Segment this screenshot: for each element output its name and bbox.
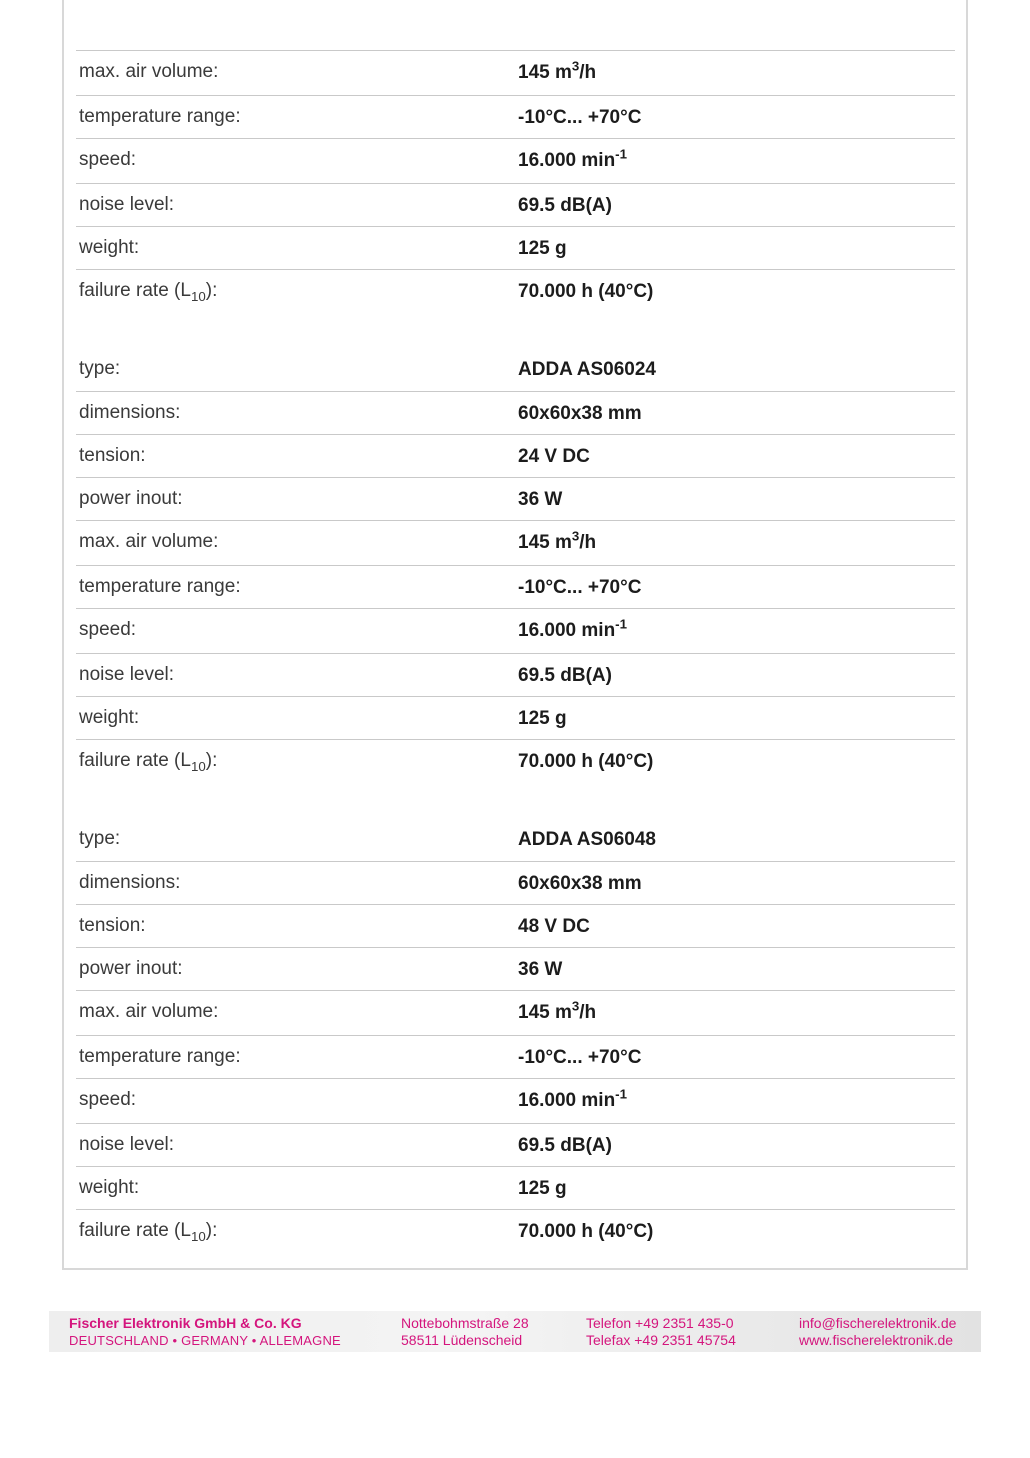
company-name: Fischer Elektronik GmbH & Co. KG bbox=[69, 1315, 302, 1331]
spec-row-failure-rate bbox=[76, 269, 955, 313]
spec-row-speed bbox=[76, 138, 955, 182]
spec-value: ADDA AS06024 bbox=[518, 359, 656, 380]
spec-value: 24 V DC bbox=[518, 446, 590, 467]
spec-label: max. air volume: bbox=[79, 61, 219, 82]
spec-label: temperature range: bbox=[79, 1046, 241, 1067]
spec-value: 145 $m^3/h$ bbox=[518, 58, 597, 83]
spec-value: 48 V DC bbox=[518, 916, 590, 937]
spec-row-noise bbox=[76, 183, 955, 227]
spec-label: failure rate $(L_{10})$: bbox=[79, 280, 218, 304]
spec-row-dimensions bbox=[76, 861, 955, 905]
spec-value: 36 W bbox=[518, 959, 563, 980]
footer-address-block bbox=[401, 1315, 529, 1349]
spec-row-air-volume bbox=[76, 990, 955, 1034]
spec-row-tension bbox=[76, 904, 955, 948]
spec-label: temperature range: bbox=[79, 106, 241, 127]
spec-value: 16.000 $\min^{-1}$ bbox=[518, 616, 627, 641]
spec-label: weight: bbox=[79, 707, 140, 728]
spec-label: speed: bbox=[79, 619, 137, 640]
spec-label: dimensions: bbox=[79, 872, 181, 893]
spec-row-weight bbox=[76, 696, 955, 740]
address-street: Nottebohmstraße 28 bbox=[401, 1315, 529, 1331]
spec-label: type: bbox=[79, 358, 121, 379]
page-footer bbox=[49, 1311, 981, 1352]
spec-value: 60x60x38 mm bbox=[518, 873, 642, 894]
spec-row-temperature bbox=[76, 95, 955, 139]
spec-row-power bbox=[76, 477, 955, 521]
spec-value: 16.000 $\min^{-1}$ bbox=[518, 146, 627, 171]
spec-label: noise level: bbox=[79, 664, 175, 685]
spec-label: power inout: bbox=[79, 488, 183, 509]
spec-label: tension: bbox=[79, 445, 146, 466]
spec-label: weight: bbox=[79, 1177, 140, 1198]
spec-row-speed bbox=[76, 1078, 955, 1122]
company-country: DEUTSCHLAND • GERMANY • ALLEMAGNE bbox=[69, 1333, 341, 1348]
spec-row-tension bbox=[76, 434, 955, 478]
spec-value: 125 g bbox=[518, 1178, 567, 1199]
spec-value: 70.000 h (40°C) bbox=[518, 751, 654, 772]
footer-company-block bbox=[69, 1315, 341, 1349]
spec-label: noise level: bbox=[79, 194, 175, 215]
spec-row-air-volume bbox=[76, 50, 955, 94]
spec-value: 16.000 $\min^{-1}$ bbox=[518, 1086, 627, 1111]
footer-phone-block bbox=[586, 1315, 736, 1349]
spec-value: 125 g bbox=[518, 238, 567, 259]
spec-label: tension: bbox=[79, 915, 146, 936]
spec-row-weight bbox=[76, 226, 955, 270]
spec-value: 69.5 dB(A) bbox=[518, 195, 612, 216]
spec-label: speed: bbox=[79, 1089, 137, 1110]
spec-row-power bbox=[76, 947, 955, 991]
spec-row-failure-rate bbox=[76, 739, 955, 783]
fax-number: Telefax +49 2351 45754 bbox=[586, 1332, 736, 1348]
spec-value: 125 g bbox=[518, 708, 567, 729]
spec-row-type bbox=[76, 818, 955, 861]
spec-row-type bbox=[76, 348, 955, 391]
spec-row-speed bbox=[76, 608, 955, 652]
footer-contact-block bbox=[799, 1315, 956, 1349]
spec-label: temperature range: bbox=[79, 576, 241, 597]
spec-label: failure rate $(L_{10})$: bbox=[79, 750, 218, 774]
spec-label: power inout: bbox=[79, 958, 183, 979]
spec-value: ADDA AS06048 bbox=[518, 829, 656, 850]
website-link[interactable]: www.fischerelektronik.de bbox=[799, 1332, 954, 1348]
spec-label: speed: bbox=[79, 149, 137, 170]
address-city: 58511 Lüdenscheid bbox=[401, 1332, 523, 1348]
spec-label: max. air volume: bbox=[79, 1001, 219, 1022]
spec-value: 69.5 dB(A) bbox=[518, 1135, 612, 1156]
spec-row-weight bbox=[76, 1166, 955, 1210]
spec-label: failure rate $(L_{10})$: bbox=[79, 1220, 218, 1244]
spec-label: noise level: bbox=[79, 1134, 175, 1155]
spec-value: 70.000 h (40°C) bbox=[518, 1221, 654, 1242]
email-link[interactable]: info@fischerelektronik.de bbox=[799, 1315, 957, 1331]
spec-row-noise bbox=[76, 653, 955, 697]
spec-row-temperature bbox=[76, 1035, 955, 1079]
spec-value: 145 $m^3/h$ bbox=[518, 998, 597, 1023]
spec-value: -10°C... +70°C bbox=[518, 107, 642, 128]
spec-value: 60x60x38 mm bbox=[518, 403, 642, 424]
spec-value: -10°C... +70°C bbox=[518, 1047, 642, 1068]
spec-row-dimensions bbox=[76, 391, 955, 435]
phone-number: Telefon +49 2351 435-0 bbox=[586, 1315, 734, 1331]
spec-row-air-volume bbox=[76, 520, 955, 564]
spec-value: 70.000 h (40°C) bbox=[518, 281, 654, 302]
spec-value: 36 W bbox=[518, 489, 563, 510]
spec-label: weight: bbox=[79, 237, 140, 258]
spec-label: max. air volume: bbox=[79, 531, 219, 552]
spec-value: 145 $m^3/h$ bbox=[518, 528, 597, 553]
spec-row-noise bbox=[76, 1123, 955, 1167]
spec-label: dimensions: bbox=[79, 402, 181, 423]
spec-value: 69.5 dB(A) bbox=[518, 665, 612, 686]
spec-row-failure-rate bbox=[76, 1209, 955, 1253]
spec-value: -10°C... +70°C bbox=[518, 577, 642, 598]
spec-label: type: bbox=[79, 828, 121, 849]
spec-row-temperature bbox=[76, 565, 955, 609]
